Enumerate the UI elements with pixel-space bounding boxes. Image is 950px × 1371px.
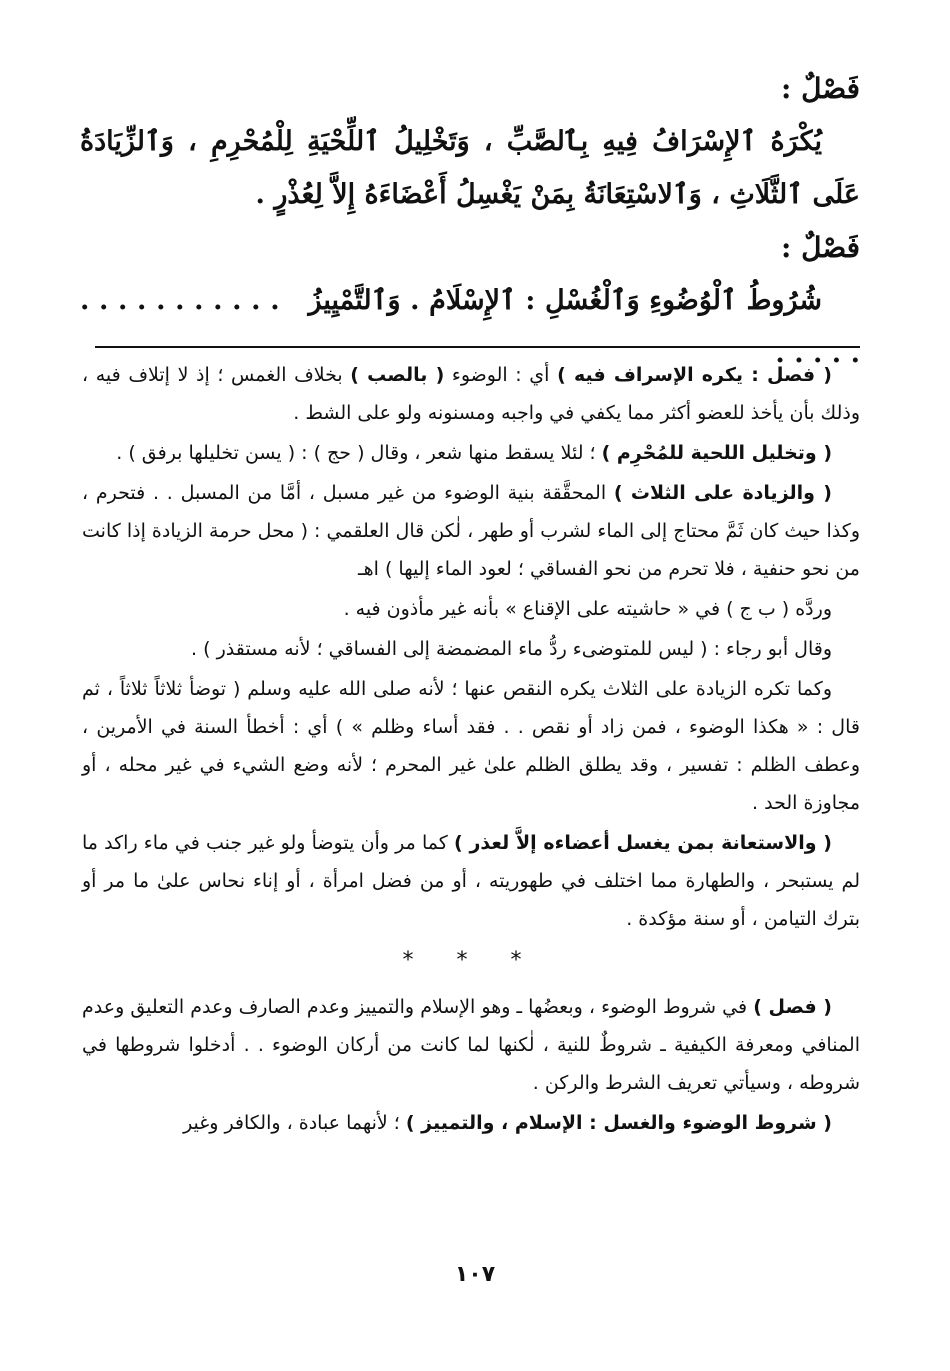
commentary-paragraph: وقال أبو رجاء : ( ليس للمتوضىء ردُّ ماء المضمضة إلى الفساقي ؛ لأنه مستقذر ) . — [191, 638, 832, 660]
commentary-text: في شروط الوضوء ، وبعضُها ـ وهو الإسلام والتمييز وعدم الصارف وعدم التعليق وعدم المنافي ومعرفة الكيفية ـ شروطٌ للنية ، لٰكنها لما كانت من أركان الوضوء . . أدخلوا شروطها في شروطه ، وسيأتي تعريف الشرط والركن . — [82, 996, 860, 1094]
section-divider-stars: * * * — [402, 948, 540, 973]
commentary-text: المحقَّقة بنية الوضوء من غير مسبل ، أمَّا من المسبل . . فتحرم ، وكذا حيث كان ثَمَّ محتاج إلى الماء لشرب أو طهر ، لٰكن قال العلقمي : ( محل حرمة الزيادة إذا كانت من نحو حنفية ، فلا تحرم من نحو الفساقي ؛ لعود الماء إليها ) اهـ — [82, 482, 860, 580]
commentary-paragraph — [82, 474, 860, 588]
quoted-matn: ( شروط الوضوء والغسل : الإسلام ، والتمييز ) — [405, 1112, 832, 1134]
commentary-block — [82, 356, 860, 1144]
commentary-paragraph — [82, 1104, 860, 1142]
section-heading: فَصْلٌ : — [781, 231, 860, 264]
matn-block — [80, 62, 860, 380]
quoted-matn: ( والاستعانة بمن يغسل أعضاءه إلاَّ لعذر ) — [454, 832, 832, 854]
quoted-matn: ( فصل : يكره الإسراف فيه ) — [557, 364, 832, 386]
commentary-text: ؛ لأنهما عبادة ، والكافر وغير — [183, 1112, 406, 1134]
commentary-text: ؛ لئلا يسقط منها شعر ، وقال ( حج ) : ( يسن تخليلها برفق ) . — [116, 442, 602, 464]
commentary-text: بخلاف الغمس ؛ إذ لا إتلاف فيه ، وذلك بأن يأخذ للعضو أكثر مما يكفي في واجبه ومسنونه ولو على الشط . — [82, 364, 860, 424]
matn-conditions: شُرُوطُ ٱلْوُضُوءِ وَٱلْغُسْلِ : ٱلإِسْلَامُ . وَٱلتَّمْيِيزُ — [308, 285, 822, 316]
quoted-matn: ( والزيادة على الثلاث ) — [613, 482, 832, 504]
commentary-paragraph — [82, 356, 860, 432]
quoted-matn: ( بالصب ) — [350, 364, 445, 386]
commentary-paragraph — [82, 988, 860, 1102]
separator-line — [95, 346, 860, 348]
dotted-leader: . . . . . . . . . . . . . . . . — [80, 285, 860, 369]
quoted-matn: ( فصل ) — [753, 996, 832, 1018]
commentary-paragraph: وكما تكره الزيادة على الثلاث يكره النقص عنها ؛ لأنه صلى الله عليه وسلم ( توضأ ثلاثاً ثلاثاً ، ثم قال : « هكذا الوضوء ، فمن زاد أو نقص . . فقد أساء وظلم » ) أي : أخطأ السنة في الأمرين ، وعطف الظلم : تفسير ، وقد يطلق الظلم علىٰ غير المحرم ؛ لأنه وضع الشيء في غير محله ، أو مجاوزة الحد . — [82, 678, 860, 814]
section-heading: فَصْلٌ : — [781, 72, 860, 105]
matn-paragraph: يُكْرَهُ ٱلإِسْرَافُ فِيهِ بِٱلصَّبِّ ، وَتَخْلِيلُ ٱللِّحْيَةِ لِلْمُحْرِمِ ، وَٱلزِّيَادَةُ عَلَى ٱلثَّلَاثِ ، وَٱلاسْتِعَانَةُ بِمَنْ يَغْسِلُ أَعْضَاءَهُ إِلاَّ لِعُذْرٍ . — [80, 126, 860, 210]
matn-text — [80, 62, 860, 380]
commentary-paragraph — [82, 824, 860, 938]
quoted-matn: ( وتخليل اللحية للمُحْرِم ) — [601, 442, 832, 464]
commentary-paragraph: وردَّه ( ب ج ) في « حاشيته على الإقناع » بأنه غير مأذون فيه . — [343, 598, 832, 620]
commentary-paragraph — [82, 434, 860, 472]
commentary-text: أي : الوضوء — [444, 364, 558, 386]
commentary-text: كما مر وأن يتوضأ ولو غير جنب في ماء راكد ما لم يستبحر ، والطهارة مما اختلف في طهوريته ، أو من فضل امرأة ، أو إناء نحاس علىٰ ما مر أو بترك التيامن ، أو سنة مؤكدة . — [82, 832, 860, 930]
page-number: ١٠٧ — [454, 1262, 496, 1287]
